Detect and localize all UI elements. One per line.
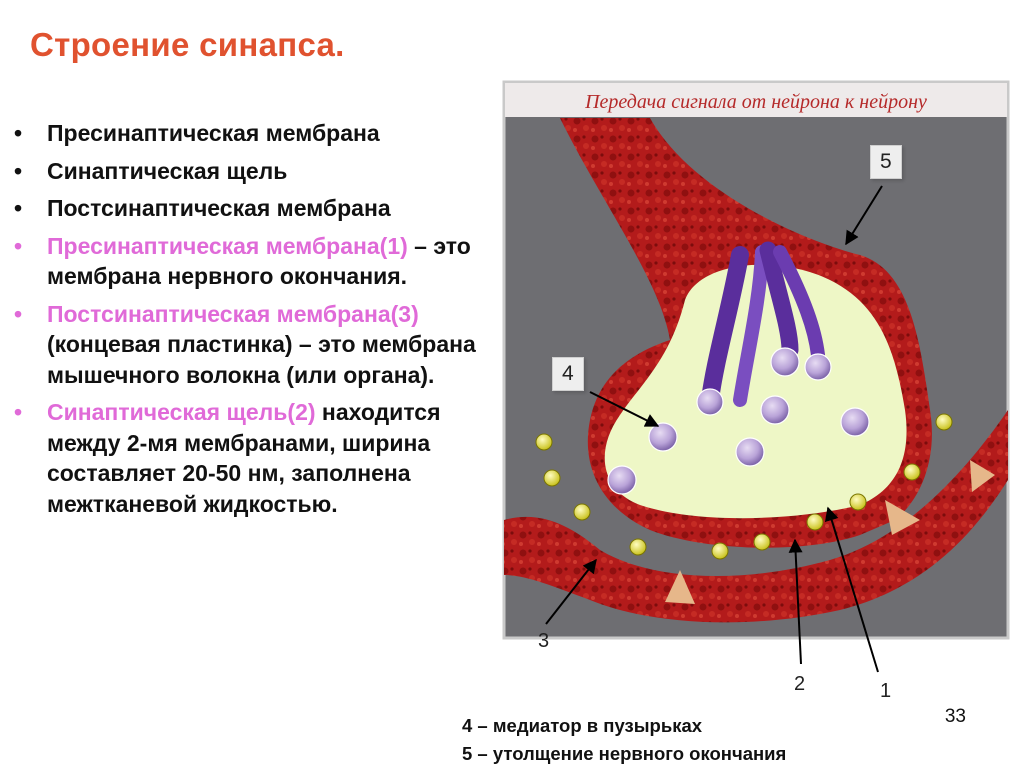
definition-term: Постсинаптическая мембрана(3)	[47, 300, 419, 327]
legend-line-mediator: 4 – медиатор в пузырьках	[462, 715, 703, 736]
label-5: 5	[870, 145, 902, 179]
bullet-dot: •	[14, 120, 23, 146]
mediator-molecule	[754, 534, 770, 550]
slide-title: Строение синапса.	[30, 26, 345, 63]
mediator-molecule	[574, 504, 590, 520]
bullet-dot: •	[14, 195, 23, 221]
mediator-molecule	[630, 539, 646, 555]
definition-item	[14, 299, 484, 391]
bullet-text: Пресинаптическая мембрана	[47, 120, 380, 146]
mediator-molecule	[904, 464, 920, 480]
bullet-dot: •	[14, 399, 23, 425]
definition-text: (концевая пластинка) – это мембрана мышечного волокна (или органа).	[47, 331, 476, 388]
legend-line-thickening: 5 – утолщение нервного окончания	[462, 743, 787, 764]
mediator-molecule	[536, 434, 552, 450]
bullet-dot: •	[14, 232, 23, 259]
vesicle	[736, 438, 764, 466]
definition-term: Синаптическая щель(2)	[47, 399, 316, 425]
label-4: 4	[552, 357, 584, 391]
definition-item	[14, 231, 484, 292]
vesicle	[608, 466, 636, 494]
bullet-list	[14, 118, 484, 526]
bullet-text: Постсинаптическая мембрана	[47, 195, 391, 221]
definition-text: – это мембрана нервного окончания.	[47, 232, 471, 289]
vesicle	[697, 389, 723, 415]
mediator-molecule	[544, 470, 560, 486]
bullet-item	[14, 118, 484, 149]
mediator-molecule	[807, 514, 823, 530]
vesicle	[771, 348, 799, 376]
bullet-dot: •	[14, 157, 23, 184]
vesicle	[761, 396, 789, 424]
definition-term: Пресинаптическая мембрана(1)	[47, 232, 408, 259]
definition-text: находится между 2-мя мембранами, ширина составляет 20-50 нм, заполнена межтканевой жидкостью.	[47, 399, 441, 517]
legend	[462, 712, 786, 768]
mediator-molecule	[850, 494, 866, 510]
bullet-text: Синаптическая щель	[47, 157, 288, 184]
label-2: 2	[794, 673, 806, 695]
bullet-item	[14, 193, 484, 224]
label-3: 3	[538, 630, 550, 652]
vesicle	[649, 423, 677, 451]
mediator-molecule	[712, 543, 728, 559]
diagram-caption: Передача сигнала от нейрона к нейрону	[585, 91, 927, 113]
vesicle	[841, 408, 869, 436]
mediator-molecule	[936, 414, 952, 430]
page-number: 33	[944, 706, 966, 727]
label-1: 1	[880, 680, 892, 702]
bullet-dot: •	[14, 300, 23, 327]
bullet-item	[14, 156, 484, 187]
vesicle	[805, 354, 831, 380]
definition-item	[14, 397, 484, 519]
